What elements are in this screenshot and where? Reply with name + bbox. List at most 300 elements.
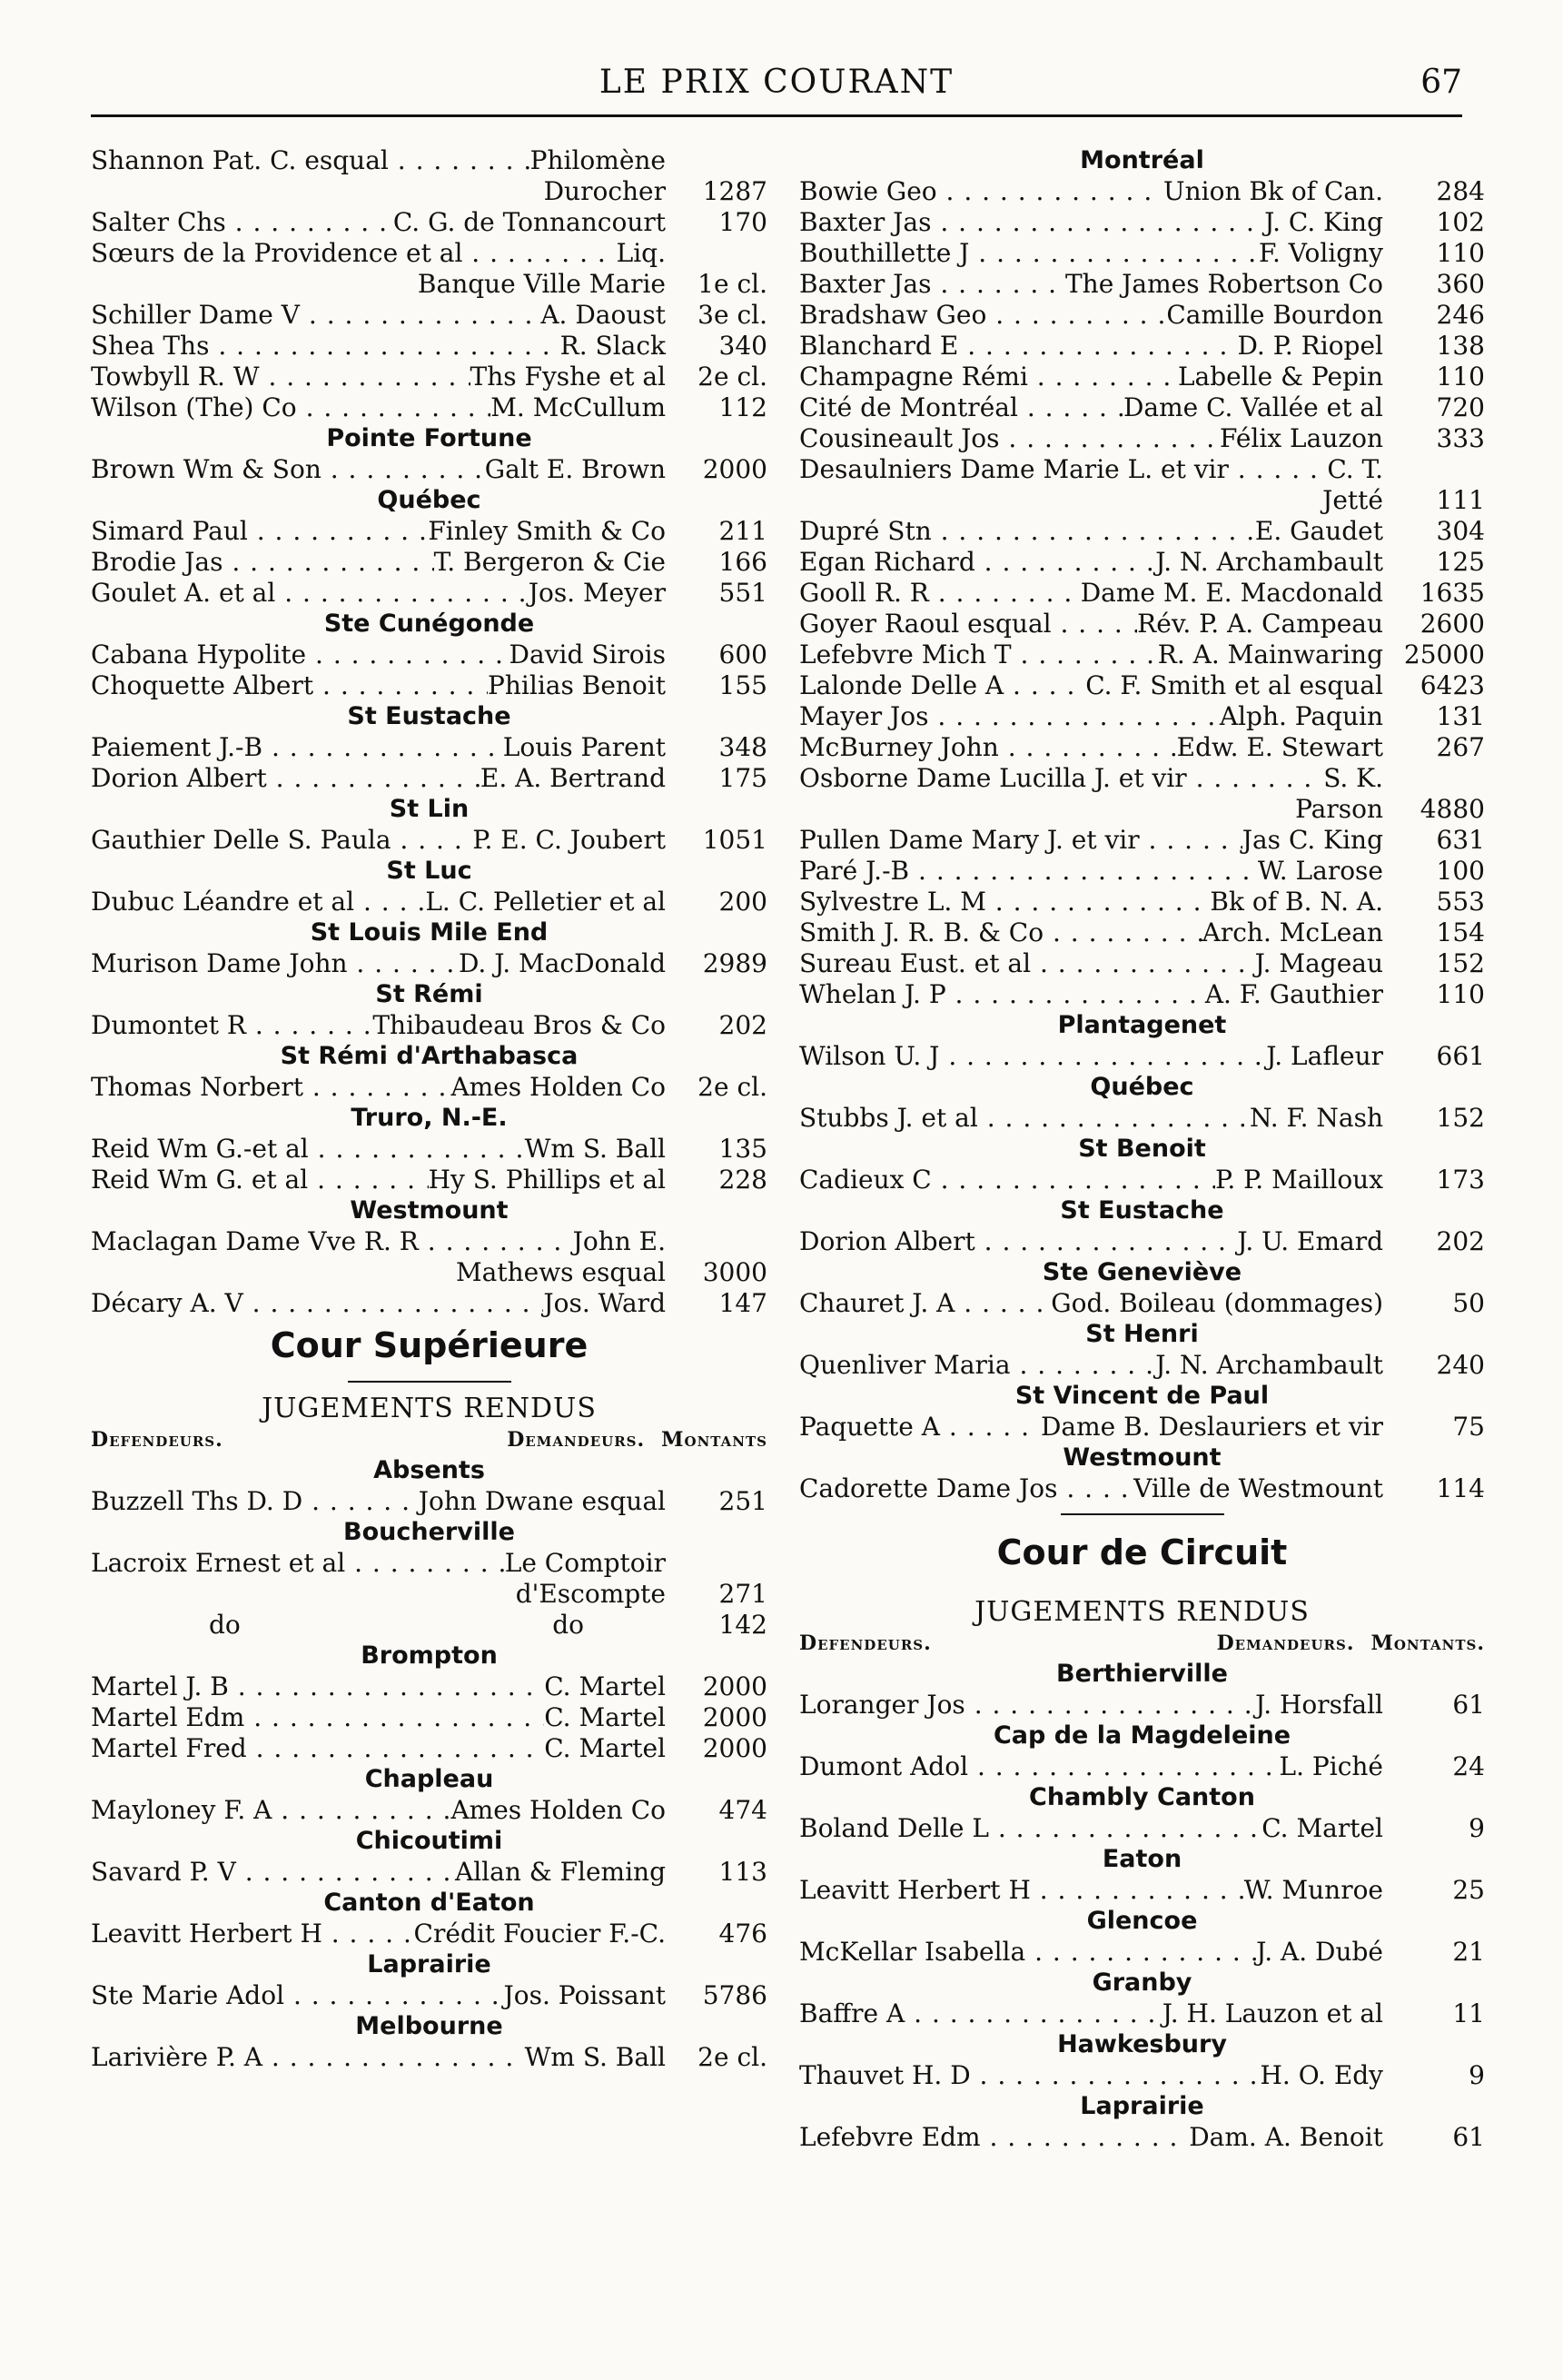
entry-row xyxy=(799,1226,1485,1257)
defendant: Brown Wm & Son . . . xyxy=(91,454,485,485)
amount: 661 xyxy=(1436,1041,1485,1071)
plaintiff: C. G. de Tonnancourt xyxy=(392,207,666,237)
amount: 110 xyxy=(1436,979,1485,1009)
entry-row xyxy=(799,825,1485,856)
defendant: Wilson (The) Co . . . xyxy=(91,392,490,423)
amount: 240 xyxy=(1436,1350,1485,1380)
continuation-row xyxy=(91,1579,767,1610)
place-heading: Glencoe xyxy=(1086,1907,1198,1935)
amount: 9 xyxy=(1469,1813,1485,1843)
plaintiff: Philias Benoit xyxy=(488,670,666,700)
amount: 173 xyxy=(1436,1165,1485,1195)
amount: 175 xyxy=(718,763,767,793)
plaintiff: Camille Bourdon xyxy=(1166,300,1383,330)
defendant: Gauthier Delle S. Paula . . . xyxy=(91,825,472,856)
entry-row xyxy=(799,1998,1485,2029)
plaintiff: Jetté xyxy=(1322,485,1383,515)
entry-row xyxy=(799,238,1485,269)
defendant: Egan Richard . . . xyxy=(799,547,1155,578)
plaintiff: J. H. Lauzon et al xyxy=(1162,1998,1383,2028)
defendant: Chauret J. A . . . xyxy=(799,1288,1051,1319)
plaintiff: Mathews esqual xyxy=(456,1257,666,1287)
amount: 9 xyxy=(1469,2060,1485,2090)
entry-row xyxy=(91,2042,767,2073)
amount: 135 xyxy=(718,1134,767,1164)
header-amounts: Montants xyxy=(661,1428,767,1452)
entry-row xyxy=(799,331,1485,362)
plaintiff: L. Piché xyxy=(1279,1751,1383,1781)
plaintiff: R. Slack xyxy=(559,331,666,361)
defendant: Bouthillette J . . . xyxy=(799,238,1259,269)
defendant: Paiement J.-B . . . xyxy=(91,732,503,763)
section-rule xyxy=(799,1504,1485,1526)
amount: 476 xyxy=(718,1919,767,1949)
entry-row xyxy=(799,269,1485,300)
entry-row xyxy=(799,856,1485,887)
defendant: Loranger Jos . . . xyxy=(799,1690,1255,1721)
entry-row xyxy=(799,670,1485,701)
plaintiff: John E. xyxy=(572,1226,666,1256)
plaintiff: Durocher xyxy=(543,176,666,206)
amount: 1635 xyxy=(1420,578,1485,608)
plaintiff: John Dwane esqual xyxy=(418,1486,666,1516)
plaintiff: J. Mageau xyxy=(1254,948,1383,978)
column-headers xyxy=(91,1424,767,1455)
amount: 61 xyxy=(1452,1690,1485,1720)
plaintiff: J. C. King xyxy=(1264,207,1383,237)
plaintiff: W. Larose xyxy=(1257,856,1383,886)
entry-row xyxy=(799,701,1485,732)
plaintiff: W. Munroe xyxy=(1243,1875,1383,1905)
ditto-row xyxy=(91,1610,767,1641)
plaintiff: Rév. P. A. Campeau xyxy=(1137,609,1383,639)
amount: 200 xyxy=(718,887,767,917)
plaintiff: Arch. McLean xyxy=(1202,917,1383,947)
defendant: Savard P. V . . . xyxy=(91,1857,455,1888)
defendant: Dumontet R . . . xyxy=(91,1010,372,1041)
entry-row xyxy=(799,1751,1485,1782)
amount: 600 xyxy=(718,640,767,669)
defendant: Goyer Raoul esqual . . . xyxy=(799,609,1137,640)
defendant: Dubuc Léandre et al . . . xyxy=(91,887,425,917)
amount: 2e cl. xyxy=(697,1072,767,1102)
entry-row xyxy=(799,392,1485,423)
entry-row xyxy=(91,887,767,917)
amount: 333 xyxy=(1436,423,1485,453)
amount: 6423 xyxy=(1420,670,1485,700)
amount: 348 xyxy=(718,732,767,762)
amount: 61 xyxy=(1452,2122,1485,2152)
defendant: Cadorette Dame Jos . . . xyxy=(799,1473,1133,1504)
plaintiff: Hy S. Phillips et al xyxy=(428,1165,666,1195)
plaintiff: Parson xyxy=(1295,794,1383,824)
place-heading: Plantagenet xyxy=(1057,1011,1227,1039)
defendant: Shannon Pat. C. esqual . . . xyxy=(91,145,530,176)
defendant: Mayer Jos . . . xyxy=(799,701,1220,732)
place-heading: Laprairie xyxy=(367,1950,491,1978)
defendant: Décary A. V . . . xyxy=(91,1288,543,1319)
amount: 114 xyxy=(1436,1473,1485,1503)
entry-row xyxy=(91,145,767,176)
entry-row xyxy=(799,176,1485,207)
right-column xyxy=(799,145,1485,2153)
continuation-row xyxy=(799,485,1485,516)
entry-row xyxy=(799,979,1485,1010)
entry-row xyxy=(91,1919,767,1949)
section-rule xyxy=(91,1372,767,1393)
entry-row xyxy=(799,640,1485,670)
place-heading: St Luc xyxy=(386,857,472,885)
amount: 340 xyxy=(718,331,767,361)
defendant: Schiller Dame V . . . xyxy=(91,300,540,331)
defendant: Lalonde Delle A . . . xyxy=(799,670,1085,701)
entry-row xyxy=(799,1412,1485,1443)
plaintiff: Dam. A. Benoit xyxy=(1189,2122,1383,2152)
plaintiff: E. Gaudet xyxy=(1254,516,1383,546)
defendant: Simard Paul . . . xyxy=(91,516,428,547)
defendant: Osborne Dame Lucilla J. et vir . . . xyxy=(799,763,1323,794)
place-heading: St Lin xyxy=(389,795,470,823)
place-heading: Absents xyxy=(373,1456,485,1484)
amount: 111 xyxy=(1436,485,1485,515)
amount: 267 xyxy=(1436,732,1485,762)
defendant: Martel J. B . . . xyxy=(91,1671,544,1702)
plaintiff: P. P. Mailloux xyxy=(1215,1165,1383,1195)
header-amounts: Montants. xyxy=(1370,1631,1485,1655)
amount: 112 xyxy=(718,392,767,422)
entry-row xyxy=(91,578,767,609)
plaintiff: C. Martel xyxy=(544,1671,666,1701)
amount: 170 xyxy=(718,207,767,237)
place-heading: Montréal xyxy=(1080,146,1204,174)
defendant: Thauvet H. D . . . xyxy=(799,2060,1260,2091)
defendant: Cousineault Jos . . . xyxy=(799,423,1220,454)
entry-row xyxy=(91,670,767,701)
defendant: Blanchard E . . . xyxy=(799,331,1237,362)
defendant: Choquette Albert . . . xyxy=(91,670,488,701)
amount: 228 xyxy=(718,1165,767,1195)
amount: 2000 xyxy=(702,1733,767,1763)
entry-row xyxy=(91,207,767,238)
amount: 138 xyxy=(1436,331,1485,361)
amount: 11 xyxy=(1452,1998,1485,2028)
defendant: McKellar Isabella . . . xyxy=(799,1937,1256,1968)
plaintiff: C. F. Smith et al esqual xyxy=(1085,670,1383,700)
amount: 3000 xyxy=(702,1257,767,1287)
amount: 304 xyxy=(1436,516,1485,546)
header-plaintiffs: Demandeurs. xyxy=(507,1428,646,1452)
place-heading: Chicoutimi xyxy=(355,1827,503,1855)
place-heading: St Eustache xyxy=(1060,1196,1224,1225)
defendant-ditto: do xyxy=(209,1610,241,1640)
amount: 2e cl. xyxy=(697,2042,767,2072)
plaintiff: Union Bk of Can. xyxy=(1163,176,1383,206)
plaintiff: R. A. Mainwaring xyxy=(1157,640,1383,669)
amount: 553 xyxy=(1436,887,1485,917)
page-header xyxy=(91,55,1462,118)
plaintiff: Liq. xyxy=(616,238,666,268)
amount: 166 xyxy=(718,547,767,577)
plaintiff: A. F. Gauthier xyxy=(1204,979,1383,1009)
place-heading: Boucherville xyxy=(343,1518,515,1546)
amount: 25 xyxy=(1452,1875,1485,1905)
plaintiff: Dame M. E. Macdonald xyxy=(1080,578,1383,608)
plaintiff: Edw. E. Stewart xyxy=(1176,732,1383,762)
amount: 551 xyxy=(718,578,767,608)
amount: 246 xyxy=(1436,300,1485,330)
amount: 2000 xyxy=(702,1702,767,1732)
plaintiff: Galt E. Brown xyxy=(484,454,666,484)
entry-row xyxy=(91,1671,767,1702)
place-heading: Truro, N.-E. xyxy=(351,1104,508,1132)
amount: 24 xyxy=(1452,1751,1485,1781)
entry-row xyxy=(799,1165,1485,1195)
entry-row xyxy=(799,207,1485,238)
amount: 152 xyxy=(1436,948,1485,978)
entry-row xyxy=(799,578,1485,609)
plaintiff: Ames Holden Co xyxy=(450,1072,666,1102)
defendant: Gooll R. R . . . xyxy=(799,578,1081,609)
entry-row xyxy=(91,1857,767,1888)
plaintiff: S. K. xyxy=(1323,763,1383,793)
plaintiff: Ths Fyshe et al xyxy=(470,362,666,392)
entry-row xyxy=(91,1486,767,1517)
place-heading: Ste Cunégonde xyxy=(323,610,535,638)
section-subtitle: JUGEMENTS RENDUS xyxy=(974,1596,1310,1628)
plaintiff: T. Bergeron & Cie xyxy=(433,547,666,577)
amount: 202 xyxy=(1436,1226,1485,1256)
entry-row xyxy=(91,1548,767,1579)
entry-row xyxy=(799,1288,1485,1319)
defendant: Cabana Hypolite . . . xyxy=(91,640,509,670)
amount: 720 xyxy=(1436,392,1485,422)
defendant: Ste Marie Adol . . . xyxy=(91,1980,504,2011)
entry-row xyxy=(91,1226,767,1257)
place-heading: St Henri xyxy=(1085,1320,1199,1348)
entry-row xyxy=(91,1288,767,1319)
amount: 2989 xyxy=(702,948,767,978)
amount: 2000 xyxy=(702,1671,767,1701)
plaintiff: Allan & Fleming xyxy=(455,1857,666,1887)
plaintiff: H. O. Edy xyxy=(1260,2060,1383,2090)
amount: 152 xyxy=(1436,1103,1485,1133)
entry-row xyxy=(799,516,1485,547)
amount: 1051 xyxy=(702,825,767,855)
defendant: Brodie Jas . . . xyxy=(91,547,434,578)
defendant: Maclagan Dame Vve R. R . . . xyxy=(91,1226,573,1257)
place-heading: St Rémi xyxy=(375,980,483,1008)
entry-row xyxy=(91,1134,767,1165)
plaintiff: C. T. xyxy=(1327,454,1383,484)
entry-row xyxy=(799,1875,1485,1906)
entry-row xyxy=(91,1795,767,1826)
plaintiff: Banque Ville Marie xyxy=(417,269,666,299)
column-headers xyxy=(799,1628,1485,1659)
defendant: McBurney John . . . xyxy=(799,732,1177,763)
place-heading: St Vincent de Paul xyxy=(1014,1382,1270,1410)
amount: 4880 xyxy=(1420,794,1485,824)
plaintiff: Wm S. Ball xyxy=(524,2042,666,2072)
entry-row xyxy=(799,948,1485,979)
place-heading: Granby xyxy=(1092,1968,1192,1997)
plaintiff: A. Daoust xyxy=(540,300,666,330)
entry-row xyxy=(91,732,767,763)
plaintiff: Crédit Foucier F.-C. xyxy=(413,1919,666,1949)
entry-row xyxy=(91,948,767,979)
plaintiff: Le Comptoir xyxy=(504,1548,666,1578)
entry-row xyxy=(91,1733,767,1764)
defendant: Lefebvre Edm . . . xyxy=(799,2122,1189,2153)
plaintiff: P. E. C. Joubert xyxy=(472,825,666,855)
entry-row xyxy=(91,238,767,269)
amount: 271 xyxy=(718,1579,767,1609)
amount: 284 xyxy=(1436,176,1485,206)
plaintiff: Jos. Poissant xyxy=(503,1980,666,2010)
amount: 474 xyxy=(718,1795,767,1825)
defendant: Dorion Albert . . . xyxy=(799,1226,1237,1257)
entry-row xyxy=(799,454,1485,485)
entry-row xyxy=(91,763,767,794)
amount: 110 xyxy=(1436,362,1485,392)
amount: 131 xyxy=(1436,701,1485,731)
plaintiff: d'Escompte xyxy=(515,1579,666,1609)
entry-row xyxy=(91,640,767,670)
defendant: Paquette A . . . xyxy=(799,1412,1041,1443)
defendant: Sureau Eust. et al . . . xyxy=(799,948,1255,979)
plaintiff: J. A. Dubé xyxy=(1256,1937,1383,1967)
entry-row xyxy=(799,2060,1485,2091)
section-subtitle: JUGEMENTS RENDUS xyxy=(262,1393,597,1424)
plaintiff: Jos. Ward xyxy=(543,1288,666,1318)
amount: 50 xyxy=(1452,1288,1485,1318)
plaintiff: Alph. Paquin xyxy=(1219,701,1383,731)
entry-row xyxy=(799,763,1485,794)
continuation-row xyxy=(799,794,1485,825)
place-heading: Eaton xyxy=(1102,1845,1182,1873)
entry-row xyxy=(91,1010,767,1041)
defendant: Leavitt Herbert H . . . xyxy=(91,1919,414,1949)
place-heading: Brompton xyxy=(361,1641,498,1670)
defendant: Reid Wm G. et al . . . xyxy=(91,1165,429,1195)
defendant: Thomas Norbert . . . xyxy=(91,1072,450,1103)
plaintiff: Bk of B. N. A. xyxy=(1210,887,1383,917)
amount: 631 xyxy=(1436,825,1485,855)
place-heading: Chapleau xyxy=(364,1765,494,1793)
plaintiff: Dame C. Vallée et al xyxy=(1123,392,1383,422)
defendant: Murison Dame John . . . xyxy=(91,948,459,979)
defendant: Lacroix Ernest et al . . . xyxy=(91,1548,505,1579)
defendant: Baffre A . . . xyxy=(799,1998,1162,2029)
plaintiff: N. F. Nash xyxy=(1250,1103,1383,1133)
amount: 2600 xyxy=(1420,609,1485,639)
defendant: Leavitt Herbert H . . . xyxy=(799,1875,1244,1906)
defendant: Wilson U. J . . . xyxy=(799,1041,1266,1072)
place-heading: St Rémi d'Arthabasca xyxy=(280,1042,579,1070)
defendant: Baxter Jas . . . xyxy=(799,269,1065,300)
entry-row xyxy=(91,516,767,547)
defendant: Pullen Dame Mary J. et vir . . . xyxy=(799,825,1242,856)
amount: 142 xyxy=(718,1610,767,1640)
entry-row xyxy=(799,917,1485,948)
entry-row xyxy=(91,1165,767,1195)
place-heading: Canton d'Eaton xyxy=(323,1889,535,1917)
place-heading: Hawkesbury xyxy=(1057,2030,1227,2058)
defendant: Towbyll R. W . . . xyxy=(91,362,470,392)
entry-row xyxy=(91,547,767,578)
defendant: Larivière P. A . . . xyxy=(91,2042,525,2073)
plaintiff: C. Martel xyxy=(544,1733,666,1763)
plaintiff: Philomène xyxy=(529,145,666,175)
entry-row xyxy=(799,2122,1485,2153)
place-heading: Westmount xyxy=(350,1196,509,1225)
plaintiff: Wm S. Ball xyxy=(524,1134,666,1164)
defendant: Goulet A. et al . . . xyxy=(91,578,529,609)
defendant: Cité de Montréal . . . xyxy=(799,392,1123,423)
place-heading: Ste Geneviève xyxy=(1042,1258,1242,1286)
defendant: Lefebvre Mich T . . . xyxy=(799,640,1158,670)
header-plaintiffs: Demandeurs. xyxy=(1216,1631,1355,1655)
entry-row xyxy=(799,887,1485,917)
amount: 125 xyxy=(1436,547,1485,577)
amount: 202 xyxy=(718,1010,767,1040)
amount: 3e cl. xyxy=(697,300,767,330)
continuation-row xyxy=(91,1257,767,1288)
plaintiff: Jos. Meyer xyxy=(528,578,666,608)
defendant: Mayloney F. A . . . xyxy=(91,1795,450,1826)
entry-row xyxy=(91,392,767,423)
entry-row xyxy=(799,1350,1485,1381)
place-heading: St Benoit xyxy=(1078,1135,1206,1163)
plaintiff: D. J. MacDonald xyxy=(458,948,666,978)
place-heading: Québec xyxy=(377,486,481,514)
place-heading: Westmount xyxy=(1063,1443,1222,1472)
entry-row xyxy=(799,1690,1485,1721)
amount: 251 xyxy=(718,1486,767,1516)
defendant: Dupré Stn . . . xyxy=(799,516,1255,547)
place-heading: St Louis Mile End xyxy=(310,918,549,947)
amount: 155 xyxy=(718,670,767,700)
plaintiff: J. Lafleur xyxy=(1266,1041,1383,1071)
continuation-row xyxy=(91,176,767,207)
amount: 75 xyxy=(1452,1412,1485,1442)
defendant: Salter Chs . . . xyxy=(91,207,393,238)
amount: 110 xyxy=(1436,238,1485,268)
entry-row xyxy=(91,1702,767,1733)
defendant: Bowie Geo . . . xyxy=(799,176,1163,207)
place-heading: Cap de la Magdeleine xyxy=(993,1721,1291,1750)
defendant: Cadieux C . . . xyxy=(799,1165,1215,1195)
header-rule xyxy=(91,114,1462,117)
header-defendants: Defendeurs. xyxy=(799,1631,932,1655)
amount: 100 xyxy=(1436,856,1485,886)
defendant: Stubbs J. et al . . . xyxy=(799,1103,1250,1134)
place-heading: St Eustache xyxy=(347,702,511,730)
entry-row xyxy=(799,732,1485,763)
amount: 154 xyxy=(1436,917,1485,947)
plaintiff: C. Martel xyxy=(544,1702,666,1732)
plaintiff: E. A. Bertrand xyxy=(480,763,666,793)
header-defendants: Defendeurs. xyxy=(91,1428,223,1452)
continuation-row xyxy=(91,269,767,300)
plaintiff-ditto: do xyxy=(552,1610,584,1640)
defendant: Sylvestre L. M . . . xyxy=(799,887,1210,917)
entry-row xyxy=(91,1980,767,2011)
defendant: Reid Wm G.-et al . . . xyxy=(91,1134,525,1165)
plaintiff: Louis Parent xyxy=(502,732,666,762)
place-heading: Québec xyxy=(1090,1073,1194,1101)
defendant: Dumont Adol . . . xyxy=(799,1751,1280,1782)
entry-row xyxy=(799,547,1485,578)
